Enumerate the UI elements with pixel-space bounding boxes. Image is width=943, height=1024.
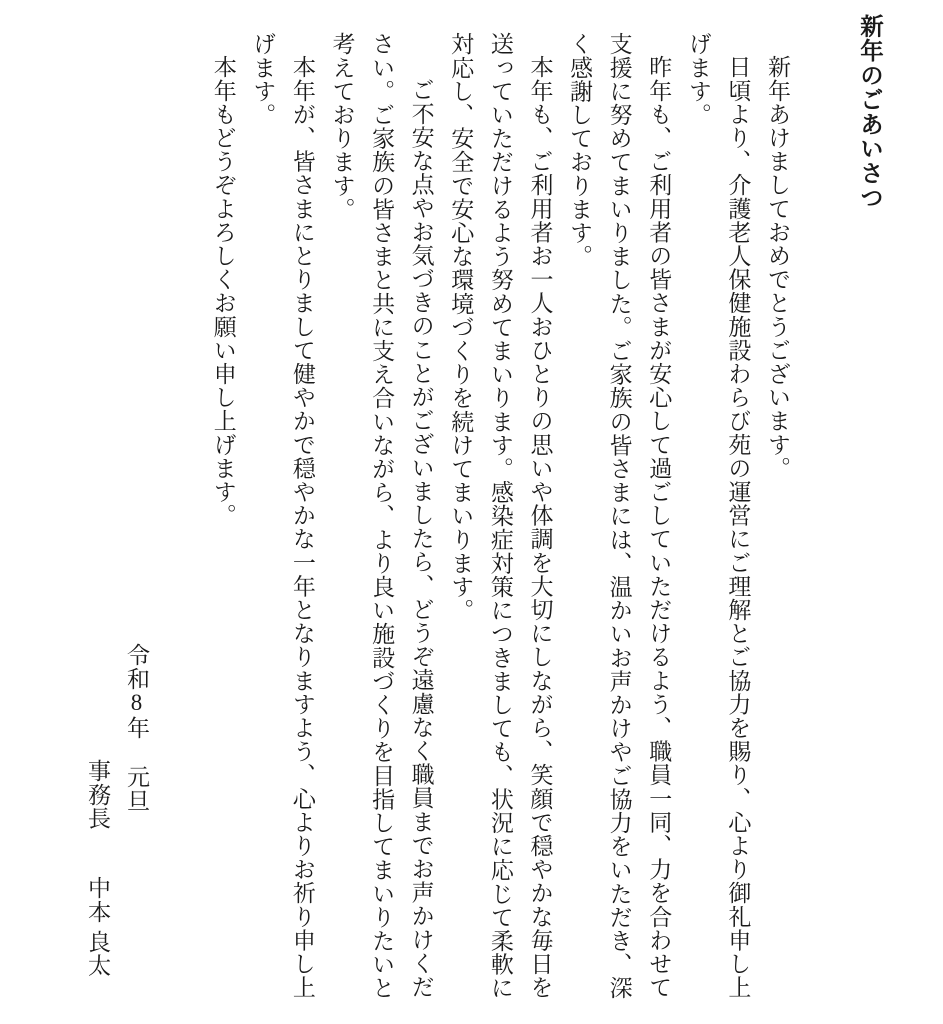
signer-office: 事務長	[85, 759, 110, 830]
signer-name: 中本 良太	[85, 875, 110, 977]
paragraph-last-year: 昨年も、ご利用者の皆さまが安心して過ごしていただけるよう、職員一同、力を合わせて支援に努めてまいりました。ご家族の皆さまには、温かいお声かけやご協力をいただき、深く感謝しております。	[567, 32, 672, 1000]
paragraph-request: ご不安な点やお気づきのことがございましたら、どうぞ遠慮なく職員までお声かけください。ご家族の皆さまと共に支え合いながら、より良い施設づくりを目指してまいりたいと考えております。	[329, 32, 434, 1000]
paragraph-thanks: 日頃より、介護老人保健施設わらび苑の運営にご理解とご協力を賜り、心より御礼申し上げます。	[685, 32, 751, 999]
paragraph-closing: 本年もどうぞよろしくお願い申し上げます。	[210, 55, 236, 527]
signature-date: 令和8年 元旦	[124, 643, 149, 813]
paragraph-wishes: 本年が、皆さまにとりまして健やかで穏やかな一年となりますよう、心よりお祈り申し上げます。	[250, 32, 315, 999]
document-title: 新年のごあいさつ	[856, 14, 882, 210]
signature-line	[83, 759, 111, 977]
paragraph-this-year: 本年も、ご利用者お一人おひとりの思いや体調を大切にしながら、笑顔で穏やかな毎日を送っていただけるよう努めてまいります。感染症対策につきましても、状況に応じて柔軟に対応し、安全で安心な環境づくりを続けてまいります。	[448, 32, 553, 1000]
paragraph-greeting: 新年あけましておめでとうございます。	[765, 55, 790, 480]
letter-body	[203, 32, 797, 1004]
